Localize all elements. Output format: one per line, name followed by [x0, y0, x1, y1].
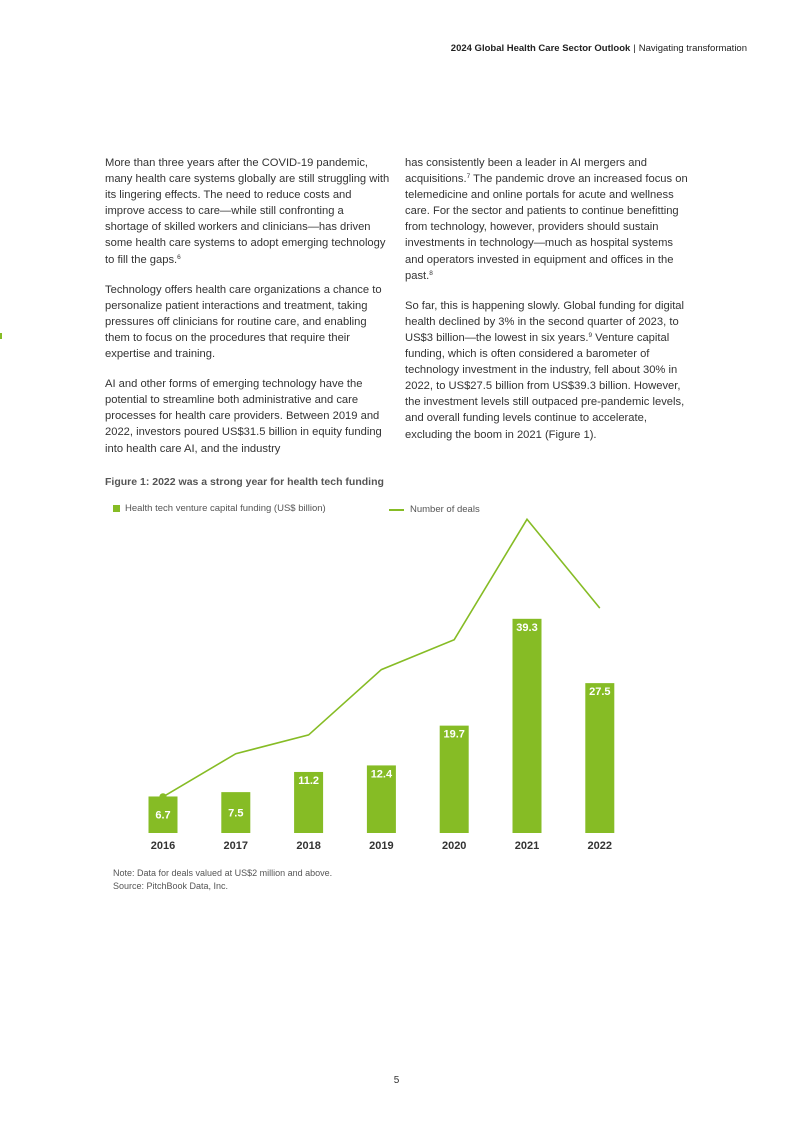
x-tick-label: 2016 [150, 840, 176, 852]
x-tick-label: 2020 [441, 840, 467, 852]
paragraph: So far, this is happening slowly. Global funding for digital health declined by 3% in the second quarter of 2023, to US$3 billion—the lowest in six years.$^9$ Venture capital funding, which is often considered a barometer of technology investment in the industry, fell about 30% in 2022, to US$27.5 billion from US$39.3 billion. However, the investment levels still outpaced pre-pandemic levels, and overall funding levels continue to accelerate, excluding the boom in 2021 (Figure 1). [405, 299, 685, 441]
bar-value-label: 19.7 [443, 728, 465, 741]
chart-bar [585, 683, 614, 833]
paragraph: Technology offers health care organizations a chance to personalize patient interactions and treatment, taking pressures off clinicians for routine care, and enabling them to focus on the procedures that require their expertise and training. [105, 283, 382, 361]
footnote-ref: 6 [177, 253, 181, 261]
page-number: 5 [393, 1075, 400, 1086]
chart-bar [440, 726, 469, 833]
paragraph: has consistently been a leader in AI mergers and acquisitions.$^7$ The pandemic drove an increased focus on telemedicine and online portals for acute and wellness care. For the sector and patients to continue benefitting from technology, however, providers should sustain investments in technology—much as hospital systems and operators invested in equipment and offices in the past.$^8$ [405, 157, 688, 282]
footnote-ref: 7 [466, 173, 471, 181]
bar-value-label: 6.7 [155, 809, 171, 822]
report-title: 2024 Global Health Care Sector Outlook [450, 43, 631, 54]
x-tick-label: 2021 [514, 840, 540, 852]
legend-label-deals: Number of deals [410, 504, 480, 515]
x-tick-label: 2018 [296, 840, 321, 852]
footnote-ref: 9 [588, 331, 593, 339]
header-separator: | [633, 43, 636, 54]
figure-source: Source: PitchBook Data, Inc. [113, 880, 229, 891]
figure-title: Figure 1: 2022 was a strong year for health tech funding [105, 476, 384, 488]
bar-value-label: 11.2 [298, 774, 320, 787]
bar-value-label: 12.4 [370, 768, 393, 781]
bar-value-label: 39.3 [516, 621, 538, 634]
footnote-ref: 8 [429, 269, 433, 277]
x-tick-label: 2019 [369, 840, 394, 852]
figure-notes [113, 867, 332, 892]
report-subtitle: Navigating transformation [638, 43, 747, 54]
x-tick-label: 2017 [223, 840, 249, 852]
chart-bar [513, 619, 542, 833]
deals-point [159, 793, 166, 800]
bar-value-label: 27.5 [589, 686, 611, 699]
paragraph: AI and other forms of emerging technology have the potential to streamline both administrative and care processes for health care providers. Between 2019 and 2022, investors poured US$31.5 billion in equity funding into health care AI, and the industry [105, 378, 382, 455]
x-tick-label: 2022 [587, 840, 613, 852]
legend-label-funding: Health tech venture capital funding (US$ billion) [125, 503, 326, 514]
figure-note: Note: Data for deals valued at US$2 million and above. [113, 868, 333, 878]
paragraph: More than three years after the COVID-19 pandemic, many health care systems globally are still struggling with its lingering effects. The need to reduce costs and improve access to care—while still confronting a shortage of skilled workers and clinicians—has driven some health care systems to adopt emerging technology to fill the gaps.$^6$ [105, 157, 390, 266]
bar-value-label: 7.5 [228, 807, 244, 820]
